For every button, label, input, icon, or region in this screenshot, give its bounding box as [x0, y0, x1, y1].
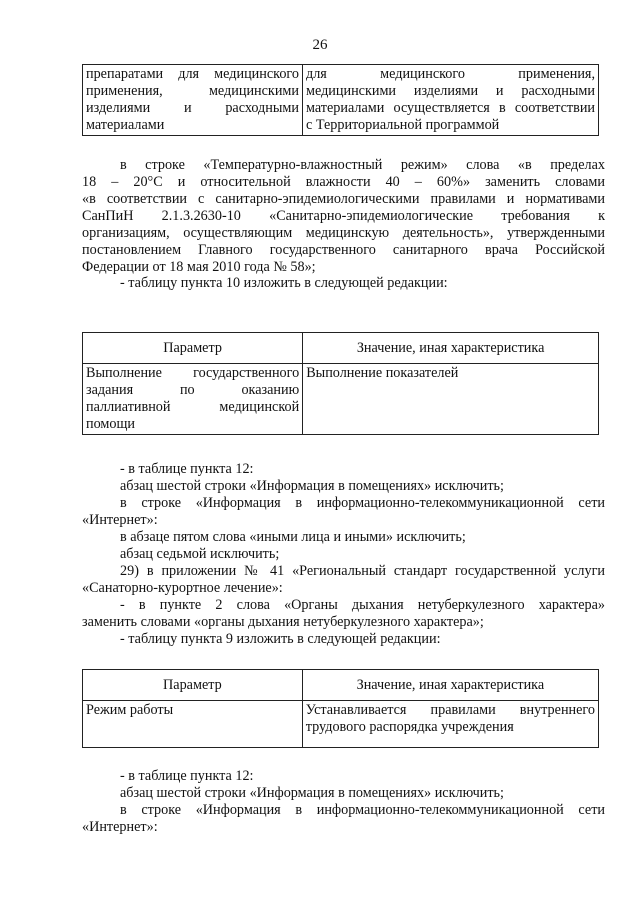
cell-line: помощи: [86, 416, 136, 432]
top-table: [82, 64, 599, 136]
section-item12-amendments: [82, 768, 605, 836]
cell-line: Устанавливается правилами внутреннего: [305, 702, 595, 718]
table-item-10: [82, 332, 599, 435]
cell-line: задания по оказанию: [86, 382, 300, 398]
text-line: абзац седьмой исключить;: [120, 546, 280, 562]
column-header-parameter: Параметр: [83, 670, 303, 701]
text-line: «Санаторно-курортное лечение»:: [82, 580, 283, 596]
cell-line: Выполнение государственного: [86, 365, 300, 381]
table-row: [83, 65, 599, 136]
cell-line: материалами осуществляется в соответствии: [305, 100, 595, 116]
table-row: [83, 701, 599, 748]
table-header-row: [83, 670, 599, 701]
text-line: 18 – 20°С и относительной влажности 40 – 60%» заменить словами: [82, 174, 605, 190]
cell-line: применения, медицинскими: [86, 83, 299, 99]
text-line: в строке «Температурно-влажностный режим» слова «в пределах: [120, 157, 605, 173]
top-table-left-cell: [83, 65, 303, 136]
text-line: «Интернет»:: [82, 512, 158, 528]
cell-line: с Территориальной программой: [305, 117, 500, 133]
cell-line: материалами: [86, 117, 165, 133]
text-line: - таблицу пункта 10 изложить в следующей редакции:: [120, 275, 448, 291]
table3-right-cell: [302, 701, 598, 748]
text-line: организациям, осуществляющим медицинскую деятельность», утвержденными: [82, 225, 605, 241]
text-line: в строке «Информация в информационно-телекоммуникационной сети: [120, 802, 605, 818]
text-line: - в пункте 2 слова «Органы дыхания нетуберкулезного характера»: [120, 597, 605, 613]
cell-line: трудового распорядка учреждения: [305, 719, 514, 735]
table2-left-cell: [83, 364, 303, 435]
column-header-parameter: Параметр: [83, 333, 303, 364]
text-line: в строке «Информация в информационно-телекоммуникационной сети: [120, 495, 605, 511]
text-line: СанПиН 2.1.3.2630-10 «Санитарно-эпидемиологические требования к: [82, 208, 605, 224]
cell-line: для медицинского применения,: [305, 66, 595, 82]
cell-line: изделиями и расходными: [86, 100, 299, 116]
text-line: постановлением Главного государственного санитарного врача Российской: [82, 242, 605, 258]
text-line: в абзаце пятом слова «иными лица и иными» исключить;: [120, 529, 466, 545]
text-line: «Интернет»:: [82, 819, 158, 835]
top-table-right-cell: [302, 65, 598, 136]
section-amendments: [82, 461, 605, 648]
text-line: абзац шестой строки «Информация в помещениях» исключить;: [120, 478, 504, 494]
text-line: - таблицу пункта 9 изложить в следующей редакции:: [120, 631, 441, 647]
text-line: 29) в приложении № 41 «Региональный стандарт государственной услуги: [120, 563, 605, 579]
table-header-row: [83, 333, 599, 364]
page-number: 26: [312, 37, 328, 53]
text-line: - в таблице пункта 12:: [120, 461, 254, 477]
text-line: «в соответствии с санитарно-эпидемиологическими правилами и нормативами: [82, 191, 605, 207]
paragraph-temperature: [82, 157, 605, 276]
text-line: - в таблице пункта 12:: [120, 768, 254, 784]
column-header-value: Значение, иная характеристика: [302, 670, 598, 701]
text-line: Федерации от 18 мая 2010 года № 58»;: [82, 259, 316, 275]
table3-left-cell: Режим работы: [83, 701, 303, 748]
cell-line: препаратами для медицинского: [86, 66, 299, 82]
text-line: заменить словами «органы дыхания нетуберкулезного характера»;: [82, 614, 484, 630]
text-line: абзац шестой строки «Информация в помещениях» исключить;: [120, 785, 504, 801]
cell-line: медицинскими изделиями и расходными: [305, 83, 595, 99]
table-item-9: [82, 669, 599, 748]
table2-right-cell: Выполнение показателей: [303, 364, 599, 435]
cell-line: паллиативной медицинской: [86, 399, 300, 415]
table-row: [83, 364, 599, 435]
paragraph-table10-intro: [82, 275, 605, 292]
column-header-value: Значение, иная характеристика: [303, 333, 599, 364]
